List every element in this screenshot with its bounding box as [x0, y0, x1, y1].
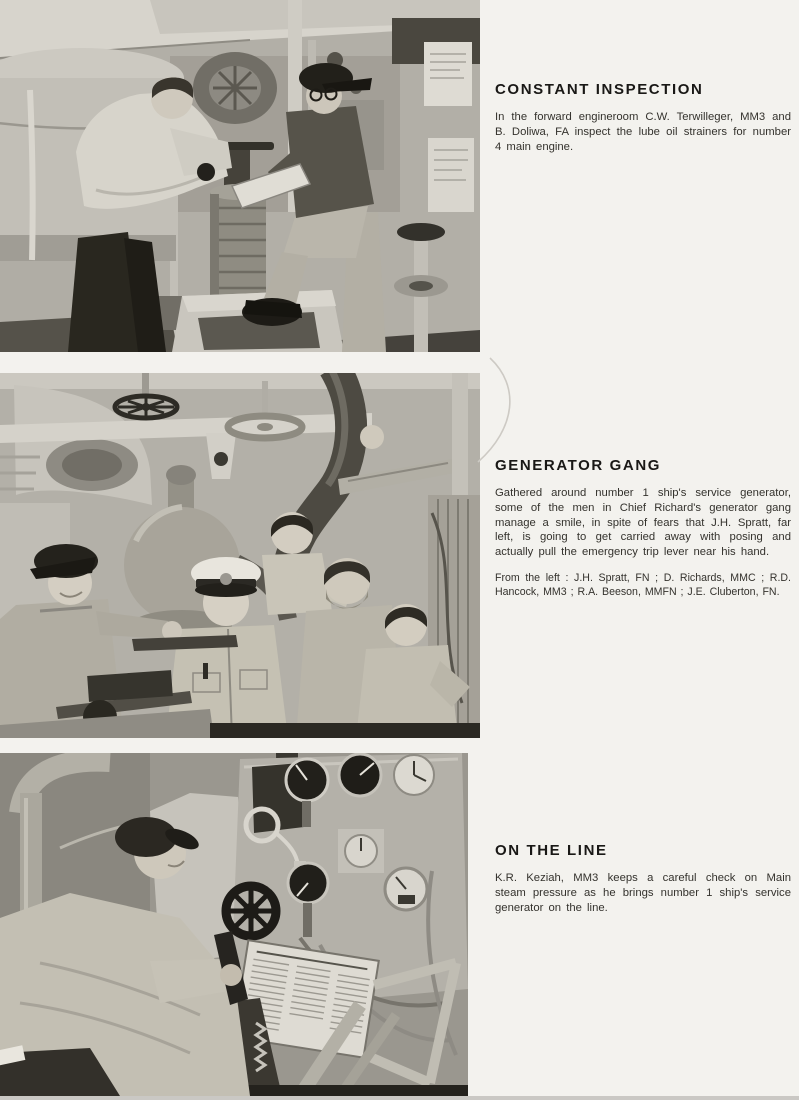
section-caption: K.R. Keziah, MM3 keeps a careful check on Main steam pressure as he brings number 1 ship's service generator on the line. — [495, 872, 791, 914]
page-bottom-edge — [0, 1096, 799, 1100]
white-gauge-right — [385, 868, 427, 910]
black-valve-handwheel — [226, 886, 276, 936]
small-white-gauge — [338, 829, 384, 873]
section-heading: ON THE LINE — [495, 842, 608, 859]
pressure-gauge-dark-2 — [339, 754, 381, 796]
section-constant-inspection — [495, 81, 791, 154]
section-names-caption: From the left : J.H. Spratt, FN ; D. Richards, MMC ; R.D. Hancock, MM3 ; R.A. Beeson, MMFN ; J.E. Cluberton, FN. — [495, 571, 791, 599]
generator-gang-illustration — [0, 373, 480, 738]
section-caption: Gathered around number 1 ship's service generator, some of the men in Chief Richard's generator gang manage a smile, in spite of fears that J.H. Spratt, far left, is going to get carried away with posing and actually pull the emergency trip lever near his hand. — [495, 487, 791, 559]
section-on-the-line — [495, 842, 791, 915]
photo-engineroom-inspection — [0, 0, 480, 352]
section-heading: GENERATOR GANG — [495, 457, 662, 474]
section-heading: CONSTANT INSPECTION — [495, 81, 704, 98]
scan-scratch-artifact — [468, 356, 548, 466]
photo-gauge-panel — [0, 753, 468, 1096]
engineroom-inspection-illustration — [0, 0, 480, 352]
section-caption: In the forward engineroom C.W. Terwilleger, MM3 and B. Doliwa, FA inspect the lube oil strainers for number 4 main engine. — [495, 111, 791, 153]
gauge-panel-illustration — [0, 753, 468, 1096]
photo-generator-gang — [0, 373, 480, 738]
clock-gauge — [394, 755, 434, 795]
section-generator-gang — [495, 457, 791, 600]
